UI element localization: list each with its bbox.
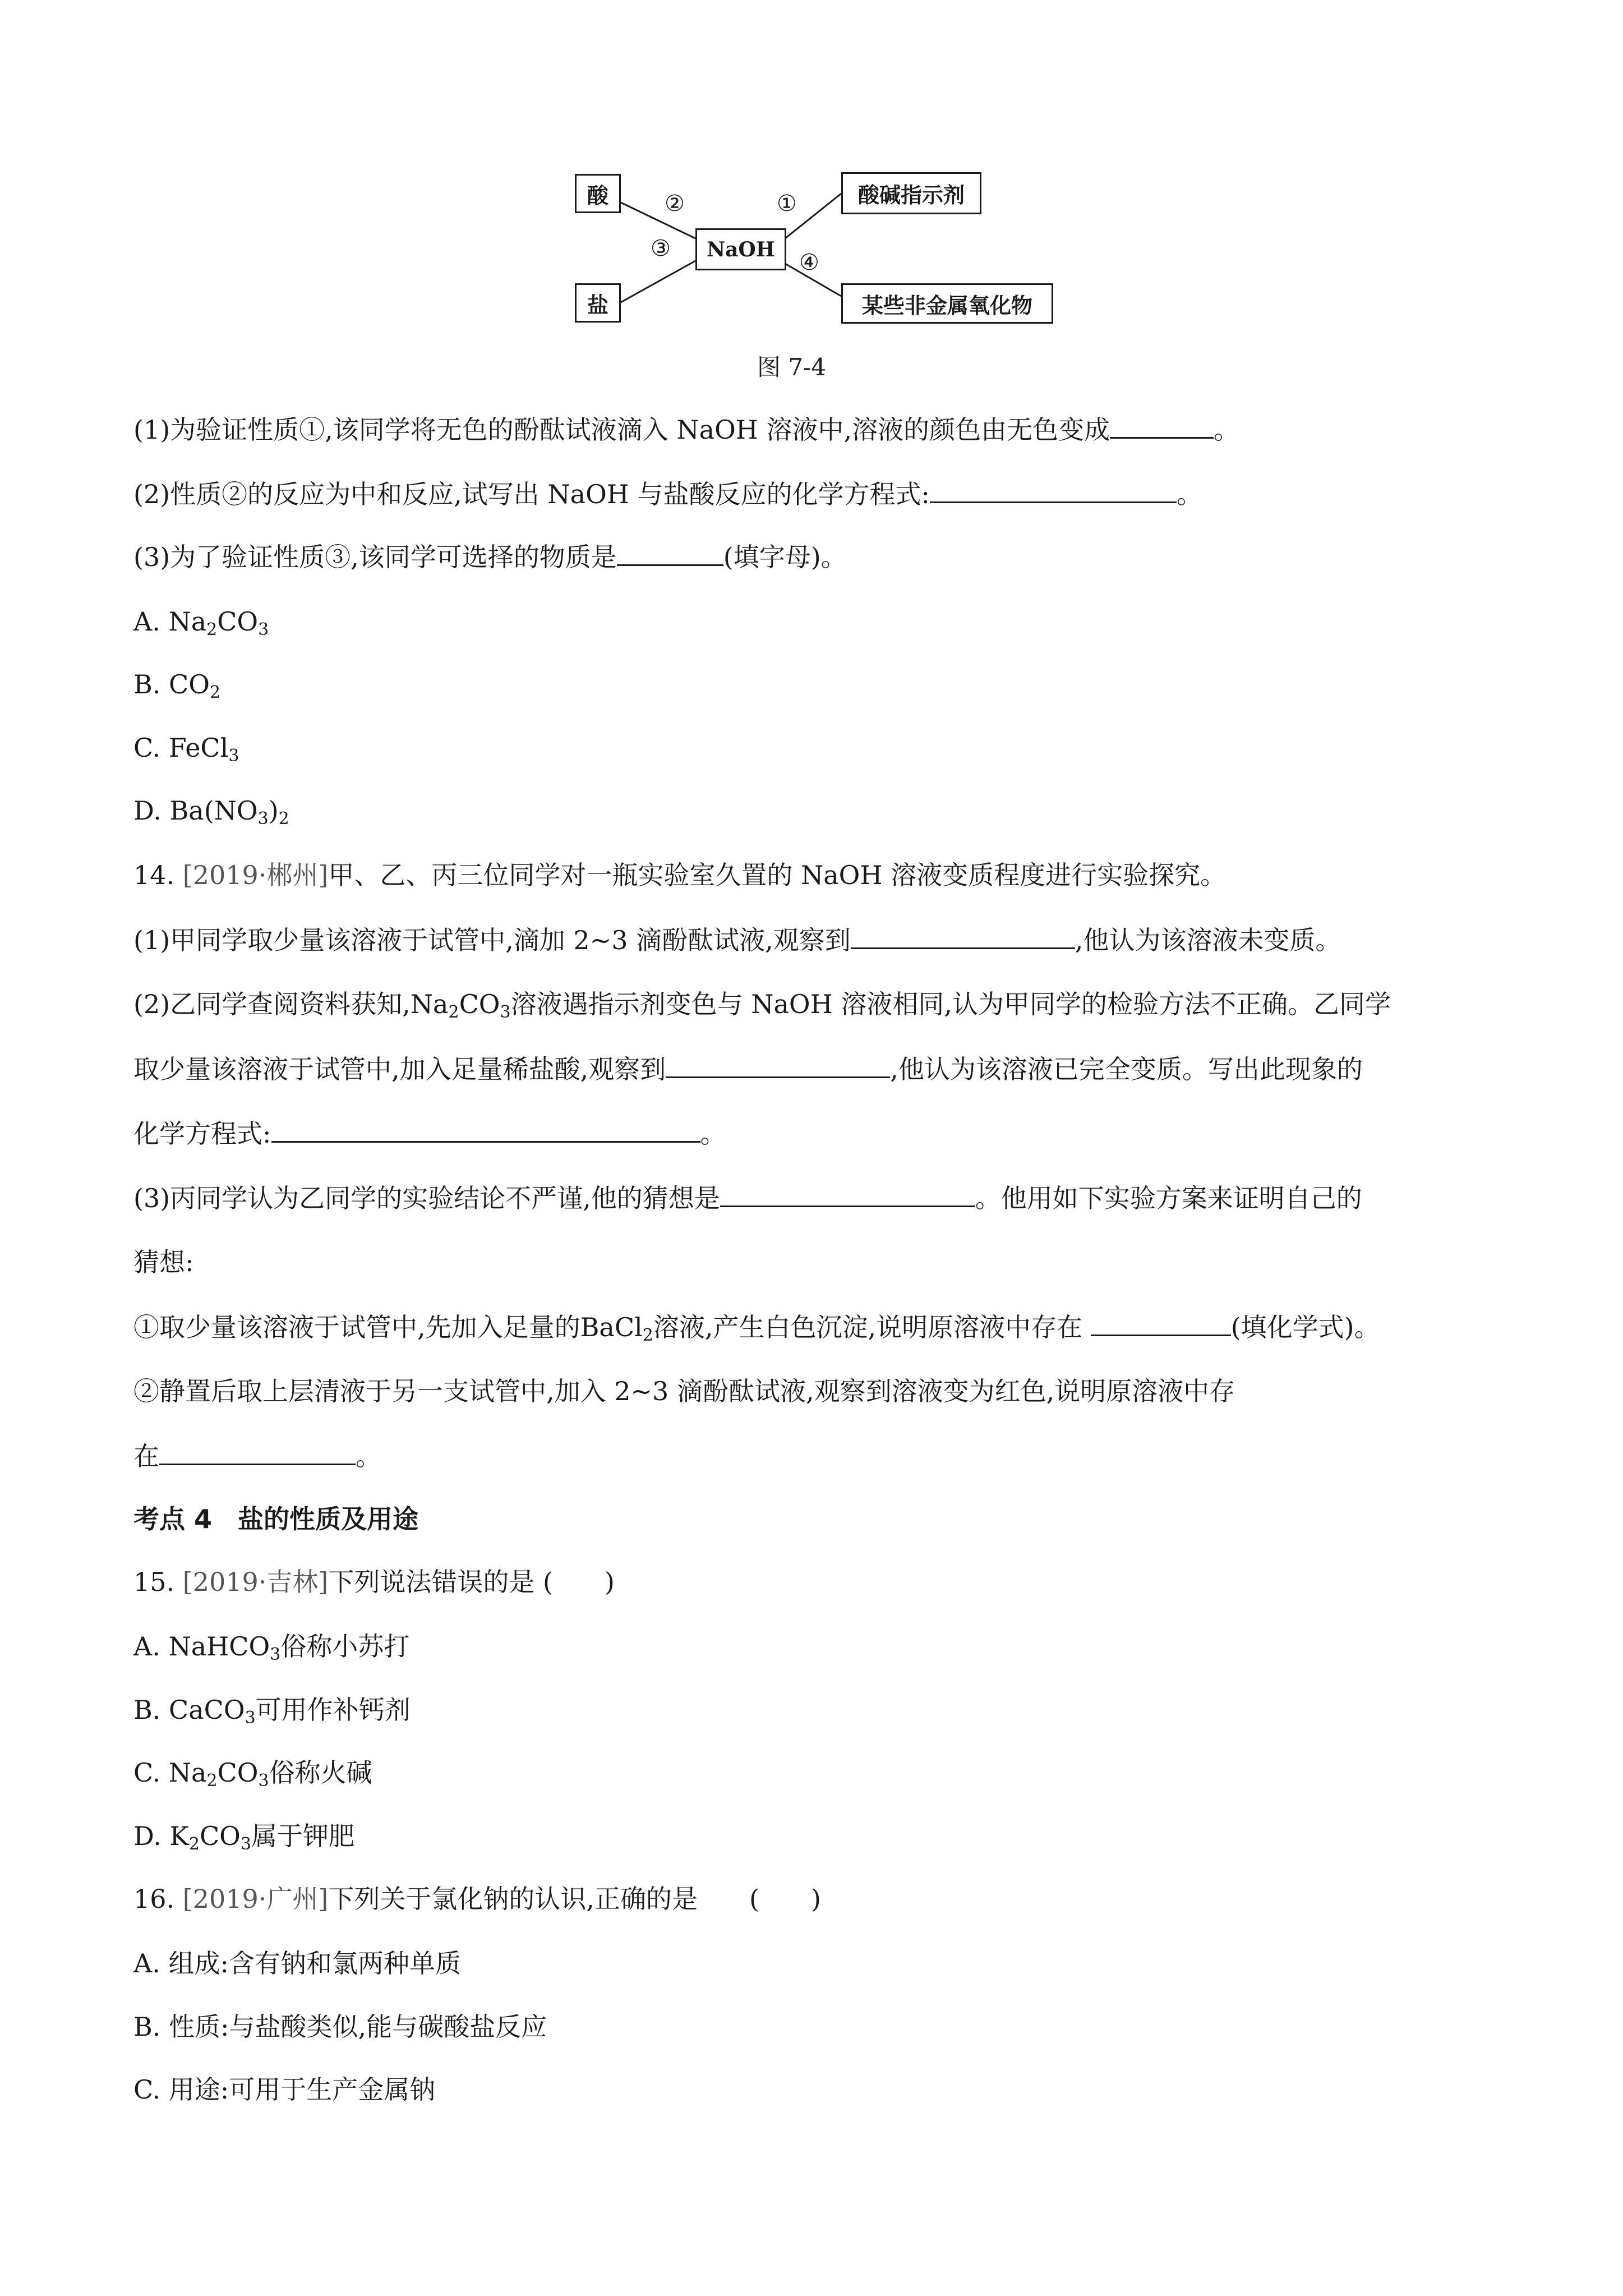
q13-option-c: C. FeCl$_3$	[133, 733, 239, 766]
q14-step1: ①取少量该溶液于试管中,先加入足量的BaCl$_2$溶液,产生白色沉淀,说明原溶液中存在 (填化学式)。	[133, 1310, 1380, 1344]
acid-box: 酸	[575, 174, 621, 213]
answer-blank[interactable]	[851, 923, 1075, 949]
q14-part3-line2: 猜想:	[133, 1247, 194, 1277]
answer-blank[interactable]	[271, 1116, 700, 1143]
q14-part3-line1: (3)丙同学认为乙同学的实验结论不严谨,他的猜想是 。他用如下实验方案来证明自己的	[133, 1181, 1362, 1215]
label-3: ③	[651, 236, 671, 261]
q15-option-b: B. CaCO$_3$可用作补钙剂	[133, 1695, 411, 1728]
answer-blank[interactable]	[1110, 412, 1214, 439]
question-source: [2019·郴州]	[182, 860, 329, 890]
q16-stem: 16. [2019·广州]下列关于氯化钠的认识,正确的是 ( )	[133, 1884, 821, 1914]
question-source: [2019·吉林]	[182, 1567, 329, 1597]
q16-option-a: A. 组成:含有钠和氯两种单质	[133, 1948, 461, 1978]
salt-box: 盐	[575, 283, 621, 323]
q15-option-d: D. $K_2CO_3$属于钾肥	[133, 1821, 354, 1854]
q14-stem: 14. [2019·郴州]甲、乙、丙三位同学对一瓶实验室久置的 NaOH 溶液变质程度进行实验探究。	[133, 860, 1227, 890]
q14-part1: (1)甲同学取少量该溶液于试管中,滴加 2~3 滴酚酞试液,观察到 ,他认为该溶液未变质。	[133, 923, 1341, 957]
question-source: [2019·广州]	[182, 1884, 329, 1914]
answer-blank[interactable]	[666, 1052, 890, 1078]
q14-step2-line1: ②静置后取上层清液于另一支试管中,加入 2~3 滴酚酞试液,观察到溶液变为红色,说明原溶液中存	[133, 1376, 1235, 1406]
q14-step2-line2: 在 。	[133, 1439, 381, 1473]
nonmetal-oxide-box: 某些非金属氧化物	[841, 283, 1053, 324]
figure-caption: 图 7-4	[757, 353, 826, 381]
q13-part3: (3)为了验证性质③,该同学可选择的物质是 (填字母)。	[133, 540, 847, 574]
label-4: ④	[799, 250, 819, 275]
q15-option-a: A. NaHCO$_3$俗称小苏打	[133, 1631, 410, 1664]
answer-blank[interactable]	[1091, 1310, 1231, 1336]
answer-blank[interactable]	[159, 1439, 356, 1465]
q13-option-b: B. $CO_2$	[133, 669, 221, 702]
q14-part2-line2: 取少量该溶液于试管中,加入足量稀盐酸,观察到 ,他认为该溶液已完全变质。写出此现象的	[133, 1052, 1363, 1086]
answer-blank[interactable]	[617, 540, 723, 566]
q13-part2: (2)性质②的反应为中和反应,试写出 NaOH 与盐酸反应的化学方程式: 。	[133, 477, 1202, 511]
answer-blank[interactable]	[930, 477, 1177, 503]
q14-part2-line3: 化学方程式: 。	[133, 1116, 726, 1151]
section-heading: 考点 4 盐的性质及用途	[133, 1504, 419, 1534]
answer-blank[interactable]	[720, 1181, 975, 1207]
q13-part1: (1)为验证性质①,该同学将无色的酚酞试液滴入 NaOH 溶液中,溶液的颜色由无色变成 。	[133, 412, 1239, 447]
q16-option-b: B. 性质:与盐酸类似,能与碳酸盐反应	[133, 2012, 547, 2042]
q15-stem: 15. [2019·吉林]下列说法错误的是 ( )	[133, 1567, 615, 1597]
label-2: ②	[665, 191, 685, 217]
indicator-box: 酸碱指示剂	[841, 172, 981, 214]
q16-option-c: C. 用途:可用于生产金属钠	[133, 2074, 436, 2105]
q13-option-d: D. $Ba(NO_3)_2$	[133, 795, 289, 829]
naoh-box: NaOH	[695, 228, 786, 270]
q13-option-a: A. $Na_2CO_3$	[133, 606, 269, 639]
diagram-lines	[0, 0, 1623, 337]
q15-option-c: C. $Na_2CO_3$俗称火碱	[133, 1757, 372, 1791]
q14-part2-line1: (2)乙同学查阅资料获知$,Na_2CO_3$溶液遇指示剂变色与 NaOH 溶液相同,认为甲同学的检验方法不正确。乙同学	[133, 989, 1391, 1022]
label-1: ①	[777, 191, 797, 217]
